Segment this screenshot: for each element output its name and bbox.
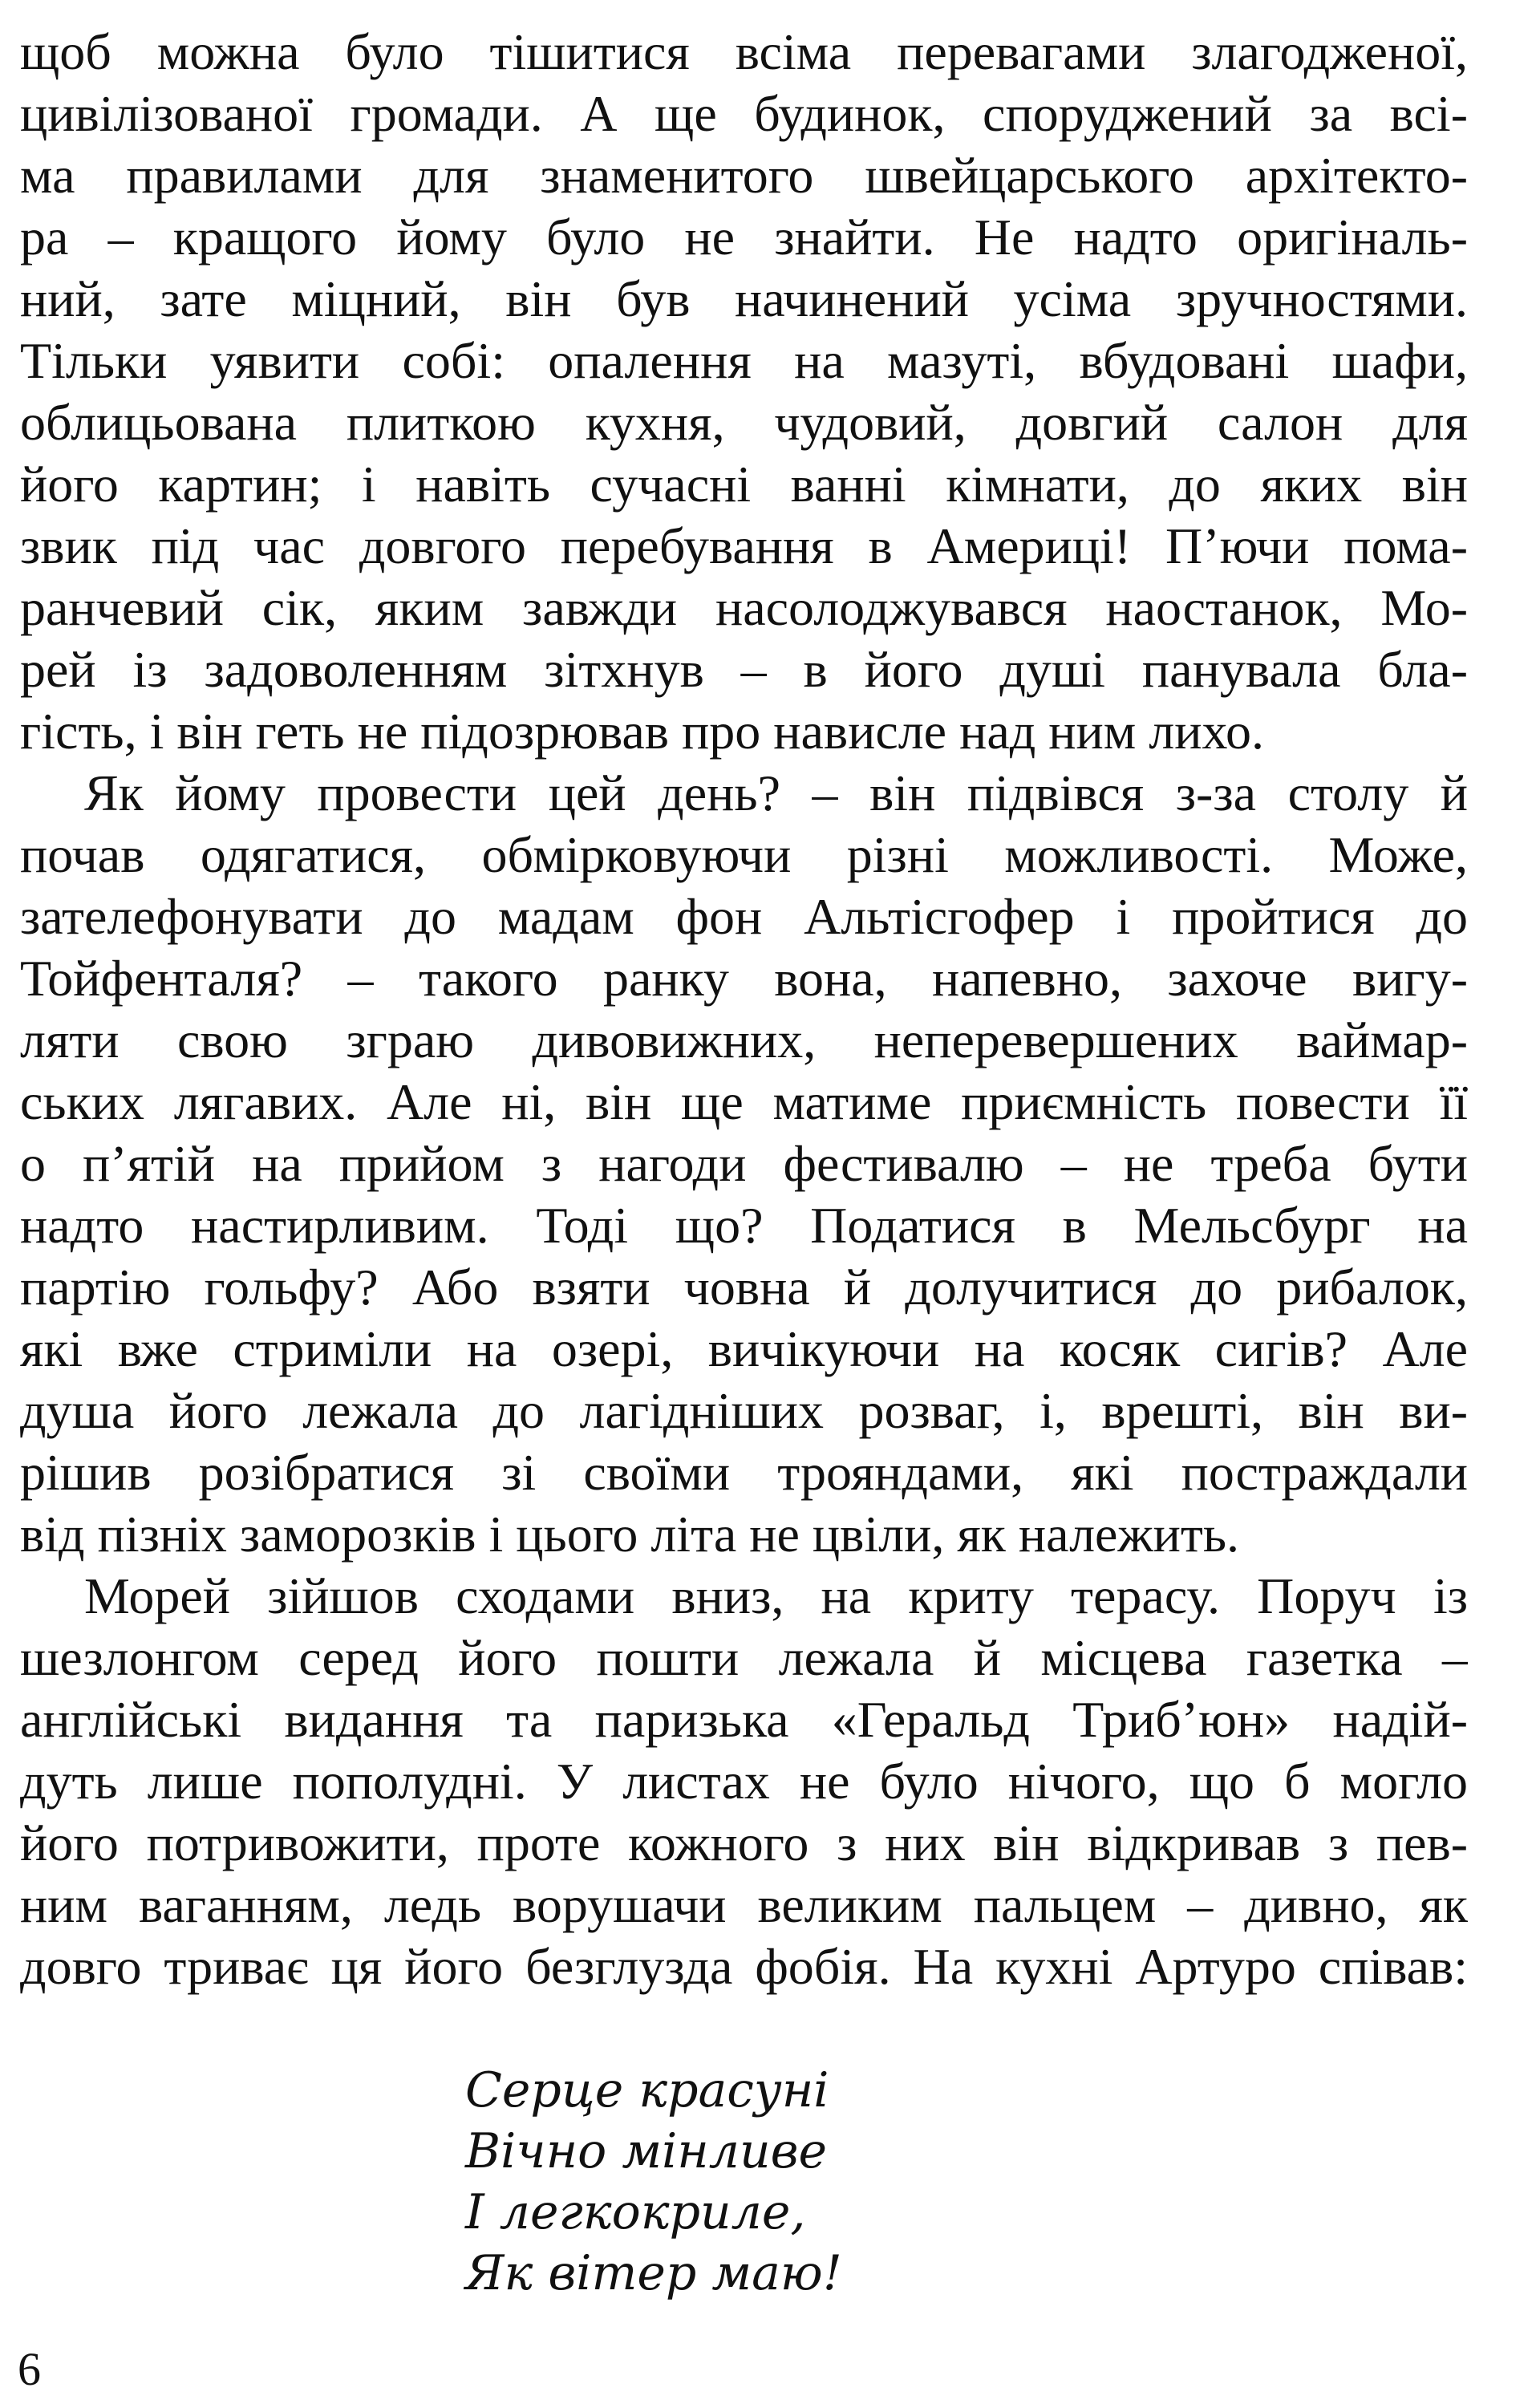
text-line: від пізніх заморозків і цього літа не цвіли, як належить. (20, 1506, 1240, 1563)
text-line: ранчевий сік, яким завжди насолоджувався наостанок, Мо- (20, 579, 1468, 636)
text-line: рей із задоволенням зітхнув – в його душі панувала бла- (20, 641, 1468, 698)
text-line: шезлонгом серед його пошти лежала й місцева газетка – (20, 1629, 1468, 1686)
verse-line: Як вітер маю! (465, 2245, 842, 2301)
verse-line: І легкокриле, (465, 2184, 806, 2240)
text-line: довго триває ця його безглузда фобія. На кухні Артуро співав: (20, 1938, 1468, 1995)
text-line: душа його лежала до лагідніших розваг, і, врешті, він ви- (20, 1382, 1468, 1439)
text-line: щоб можна було тішитися всіма перевагами злагодженої, (20, 23, 1468, 80)
text-line: ним ваганням, ледь ворушачи великим пальцем – дивно, як (20, 1876, 1468, 1933)
text-line: о п’ятій на прийом з нагоди фестивалю – не треба бути (20, 1135, 1468, 1192)
song-verse (465, 2060, 842, 2304)
text-line: рішив розібратися зі своїми трояндами, які постраждали (20, 1444, 1468, 1501)
body-text (20, 21, 1468, 1997)
text-line: його потривожити, проте кожного з них він відкривав з пев- (20, 1814, 1468, 1871)
text-line: його картин; і навіть сучасні ванні кімнати, до яких він (20, 456, 1468, 513)
text-line: звик під час довгого перебування в Америці! П’ючи пома- (20, 517, 1468, 574)
text-line: надто настирливим. Тоді що? Податися в Мельсбург на (20, 1197, 1468, 1254)
text-line: Морей зійшов сходами вниз, на криту терасу. Поруч із (84, 1567, 1468, 1624)
paragraph-1 (20, 21, 1468, 762)
text-line: Тойфенталя? – такого ранку вона, напевно, захоче вигу- (20, 950, 1468, 1007)
text-line: облицьована плиткою кухня, чудовий, довгий салон для (20, 394, 1468, 451)
text-line: гість, і він геть не підозрював про нависле над ним лихо. (20, 703, 1265, 760)
text-line: партію гольфу? Або взяти човна й долучитися до рибалок, (20, 1259, 1468, 1315)
text-line: ра – кращого йому було не знайти. Не надто оригіналь- (20, 209, 1468, 266)
text-line: Як йому провести цей день? – він підвівся з-за столу й (84, 764, 1468, 821)
text-line: ських лягавих. Але ні, він ще матиме приємність повести її (20, 1073, 1468, 1130)
verse-line: Вічно мінливе (465, 2123, 828, 2179)
text-line: цивілізованої громади. А ще будинок, споруджений за всі- (20, 85, 1468, 142)
text-line: зателефонувати до мадам фон Альтісгофер і пройтися до (20, 888, 1468, 945)
text-line: які вже стриміли на озері, вичікуючи на косяк сигів? Але (20, 1320, 1468, 1377)
text-line: ляти свою зграю дивовижних, неперевершених ваймар- (20, 1011, 1468, 1068)
text-line: англійські видання та паризька «Геральд Триб’юн» надій- (20, 1691, 1468, 1748)
paragraph-3 (20, 1565, 1468, 1997)
text-line: почав одягатися, обмірковуючи різні можливості. Може, (20, 826, 1468, 883)
text-line: дуть лише пополудні. У листах не було нічого, що б могло (20, 1753, 1468, 1810)
verse-line: Серце красуні (465, 2062, 829, 2118)
paragraph-2 (20, 762, 1468, 1565)
text-line: ний, зате міцний, він був начинений усіма зручностями. (20, 270, 1468, 327)
page-number: 6 (18, 2343, 41, 2395)
text-line: Тільки уявити собі: опалення на мазуті, вбудовані шафи, (20, 332, 1468, 389)
text-line: ма правилами для знаменитого швейцарського архітекто- (20, 147, 1468, 204)
